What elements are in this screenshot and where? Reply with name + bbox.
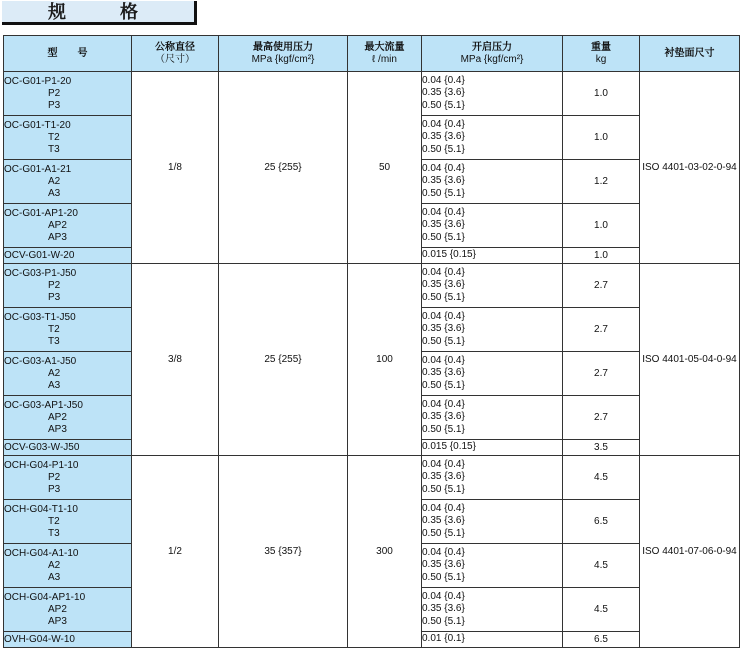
model-variant: P2 (48, 471, 61, 483)
weight-cell: 4.5 (563, 544, 640, 588)
crack-pressure-value: 0.50 {5.1} (422, 571, 465, 583)
weight-cell: 6.5 (563, 500, 640, 544)
crack-pressure-value: 0.04 {0.4} (422, 546, 465, 558)
header-model: 型 号 (4, 36, 132, 72)
crack-pressure-value: 0.35 {3.6} (422, 603, 465, 615)
crack-pressure-value: 0.50 {5.1} (422, 527, 465, 539)
crack-pressure-value: 0.35 {3.6} (422, 219, 465, 231)
crack-pressure-value: 0.35 {3.6} (422, 323, 465, 335)
crack-pressure-value: 0.04 {0.4} (422, 162, 465, 174)
crack-pressure-value: 0.35 {3.6} (422, 175, 465, 187)
crack-pressure-cell (422, 456, 563, 500)
model-variant: P3 (48, 291, 61, 303)
model-cell (4, 544, 132, 588)
model-cell (4, 396, 132, 440)
weight-cell: 4.5 (563, 456, 640, 500)
model-name: OC-G01-P1-20 (4, 75, 72, 87)
model-variant: P3 (48, 99, 61, 111)
crack-pressure-value: 0.50 {5.1} (422, 483, 465, 495)
model-cell (4, 500, 132, 544)
pressure-cell: 25 {255} (219, 72, 348, 264)
header-flow: 最大流量 ℓ /min (348, 36, 422, 72)
model-variant: A2 (48, 559, 61, 571)
crack-pressure-value: 0.04 {0.4} (422, 266, 465, 278)
crack-pressure-value: 0.015 {0.15} (422, 249, 476, 261)
crack-pressure-value: 0.50 {5.1} (422, 99, 465, 111)
model-variant: A2 (48, 175, 61, 187)
model-variant: A3 (48, 571, 61, 583)
model-cell (4, 160, 132, 204)
model-name: OC-G03-AP1-J50 (4, 399, 83, 411)
model-name: OCH-G04-P1-10 (4, 459, 79, 471)
size-cell: 1/2 (132, 456, 219, 648)
flow-cell: 300 (348, 456, 422, 648)
model-variant: T2 (48, 131, 60, 143)
model-cell (4, 204, 132, 248)
weight-cell: 2.7 (563, 396, 640, 440)
weight-cell: 4.5 (563, 588, 640, 632)
crack-pressure-value: 0.04 {0.4} (422, 118, 465, 130)
crack-pressure-cell (422, 352, 563, 396)
flow-cell: 100 (348, 264, 422, 456)
model-variant: AP3 (48, 423, 67, 435)
crack-pressure-cell (422, 544, 563, 588)
model-cell (4, 352, 132, 396)
model-cell (4, 264, 132, 308)
weight-cell: 1.0 (563, 116, 640, 160)
weight-cell: 3.5 (563, 440, 640, 456)
model-variant: AP2 (48, 219, 67, 231)
crack-pressure-value: 0.35 {3.6} (422, 471, 465, 483)
model-variant: AP2 (48, 603, 67, 615)
model-variant: T3 (48, 527, 60, 539)
model-variant: A3 (48, 187, 61, 199)
crack-pressure-value: 0.04 {0.4} (422, 398, 465, 410)
crack-pressure-value: 0.35 {3.6} (422, 131, 465, 143)
model-variant: T2 (48, 323, 60, 335)
model-cell (4, 440, 132, 456)
crack-pressure-cell (422, 72, 563, 116)
crack-pressure-value: 0.35 {3.6} (422, 279, 465, 291)
spec-body (4, 72, 740, 648)
flow-cell: 50 (348, 72, 422, 264)
model-variant: AP2 (48, 411, 67, 423)
model-name: OC-G01-AP1-20 (4, 207, 78, 219)
model-variant: A2 (48, 367, 61, 379)
crack-pressure-cell (422, 396, 563, 440)
crack-pressure-value: 0.35 {3.6} (422, 367, 465, 379)
crack-pressure-value: 0.50 {5.1} (422, 379, 465, 391)
gasket-size-cell: ISO 4401-03-02-0-94 (640, 72, 740, 264)
model-name: OCV-G01-W-20 (4, 249, 75, 261)
crack-pressure-value: 0.50 {5.1} (422, 143, 465, 155)
crack-pressure-value: 0.04 {0.4} (422, 74, 465, 86)
section-title-box (2, 1, 197, 25)
model-name: OC-G03-P1-J50 (4, 267, 77, 279)
crack-pressure-value: 0.35 {3.6} (422, 559, 465, 571)
crack-pressure-value: 0.015 {0.15} (422, 441, 476, 453)
header-gasket: 衬垫面尺寸 (640, 36, 740, 72)
model-variant: P2 (48, 279, 61, 291)
weight-cell: 2.7 (563, 352, 640, 396)
section-title: 规 格 (48, 2, 156, 23)
crack-pressure-cell (422, 588, 563, 632)
crack-pressure-value: 0.04 {0.4} (422, 458, 465, 470)
crack-pressure-value: 0.04 {0.4} (422, 310, 465, 322)
crack-pressure-cell (422, 264, 563, 308)
model-cell (4, 632, 132, 648)
gasket-size-cell: ISO 4401-05-04-0-94 (640, 264, 740, 456)
crack-pressure-value: 0.35 {3.6} (422, 515, 465, 527)
model-cell (4, 308, 132, 352)
table-row (4, 456, 740, 500)
model-cell (4, 72, 132, 116)
crack-pressure-cell (422, 160, 563, 204)
size-cell: 3/8 (132, 264, 219, 456)
model-variant: T3 (48, 143, 60, 155)
model-cell (4, 456, 132, 500)
crack-pressure-value: 0.04 {0.4} (422, 354, 465, 366)
pressure-cell: 25 {255} (219, 264, 348, 456)
model-variant: AP3 (48, 231, 67, 243)
crack-pressure-value: 0.04 {0.4} (422, 206, 465, 218)
weight-cell: 1.0 (563, 204, 640, 248)
header-weight: 重量 kg (563, 36, 640, 72)
header-size: 公称直径 （尺寸） (132, 36, 219, 72)
crack-pressure-cell (422, 116, 563, 160)
weight-cell: 1.0 (563, 248, 640, 264)
crack-pressure-value: 0.04 {0.4} (422, 590, 465, 602)
crack-pressure-value: 0.50 {5.1} (422, 187, 465, 199)
model-variant: T2 (48, 515, 60, 527)
weight-cell: 1.2 (563, 160, 640, 204)
weight-cell: 2.7 (563, 308, 640, 352)
model-name: OC-G01-A1-21 (4, 163, 72, 175)
model-cell (4, 588, 132, 632)
model-name: OCH-G04-AP1-10 (4, 591, 86, 603)
crack-pressure-value: 0.04 {0.4} (422, 502, 465, 514)
header-row (4, 36, 740, 72)
model-name: OC-G03-T1-J50 (4, 311, 76, 323)
crack-pressure-value: 0.01 {0.1} (422, 633, 465, 645)
header-crack: 开启压力 MPa {kgf/cm²} (422, 36, 563, 72)
header-pressure: 最高使用压力 MPa {kgf/cm²} (219, 36, 348, 72)
crack-pressure-value: 0.35 {3.6} (422, 411, 465, 423)
crack-pressure-cell (422, 248, 563, 264)
crack-pressure-value: 0.50 {5.1} (422, 615, 465, 627)
model-name: OCH-G04-T1-10 (4, 503, 78, 515)
weight-cell: 2.7 (563, 264, 640, 308)
crack-pressure-cell (422, 308, 563, 352)
model-variant: A3 (48, 379, 61, 391)
model-cell (4, 116, 132, 160)
model-name: OC-G03-A1-J50 (4, 355, 77, 367)
model-name: OCH-G04-A1-10 (4, 547, 79, 559)
table-row (4, 72, 740, 116)
crack-pressure-value: 0.50 {5.1} (422, 231, 465, 243)
model-variant: AP3 (48, 615, 67, 627)
weight-cell: 6.5 (563, 632, 640, 648)
crack-pressure-value: 0.50 {5.1} (422, 335, 465, 347)
crack-pressure-value: 0.50 {5.1} (422, 291, 465, 303)
crack-pressure-value: 0.50 {5.1} (422, 423, 465, 435)
weight-cell: 1.0 (563, 72, 640, 116)
model-cell (4, 248, 132, 264)
spec-table (3, 35, 740, 648)
gasket-size-cell: ISO 4401-07-06-0-94 (640, 456, 740, 648)
crack-pressure-cell (422, 500, 563, 544)
table-row (4, 264, 740, 308)
crack-pressure-cell (422, 204, 563, 248)
model-variant: T3 (48, 335, 60, 347)
pressure-cell: 35 {357} (219, 456, 348, 648)
model-name: OVH-G04-W-10 (4, 633, 75, 645)
crack-pressure-cell (422, 440, 563, 456)
crack-pressure-value: 0.35 {3.6} (422, 87, 465, 99)
size-cell: 1/8 (132, 72, 219, 264)
model-name: OC-G01-T1-20 (4, 119, 71, 131)
crack-pressure-cell (422, 632, 563, 648)
model-variant: P2 (48, 87, 61, 99)
model-name: OCV-G03-W-J50 (4, 441, 80, 453)
model-variant: P3 (48, 483, 61, 495)
